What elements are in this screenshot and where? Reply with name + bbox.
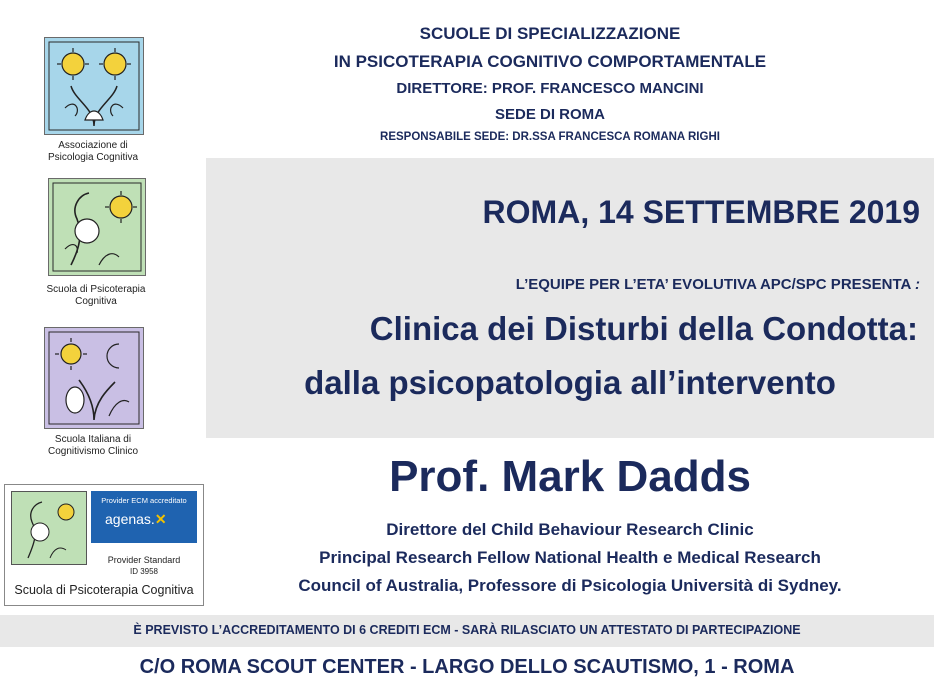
provider-id: ID 3958 xyxy=(129,567,159,576)
logo-sicc-caption-line2: Cognitivismo Clinico xyxy=(47,446,139,457)
agenas-wordmark: agenas. xyxy=(105,511,155,527)
header-responsible: RESPONSABILE SEDE: DR.SSA FRANCESCA ROMANA RIGHI xyxy=(380,131,720,143)
sun-tree-icon xyxy=(12,492,86,564)
event-title-line1: Clinica dei Disturbi della Condotta: xyxy=(369,310,918,347)
logo-sicc-caption-line1: Scuola Italiana di xyxy=(54,434,132,445)
header-director: DIRETTORE: PROF. FRANCESCO MANCINI xyxy=(396,80,704,97)
logo-spc xyxy=(48,178,146,276)
event-date: ROMA, 14 SETTEMBRE 2019 xyxy=(482,194,920,230)
agenas-logo-text xyxy=(105,511,167,528)
sun-tree-icon xyxy=(45,38,143,134)
logo-sicc xyxy=(44,327,144,429)
sun-tree-icon xyxy=(49,179,145,275)
header-school-subtitle: IN PSICOTERAPIA COGNITIVO COMPORTAMENTALE xyxy=(333,52,767,71)
speaker-role-1: Direttore del Child Behaviour Research Clinic xyxy=(386,520,754,539)
header-school-title: SCUOLE DI SPECIALIZZAZIONE xyxy=(419,24,681,43)
logo-apc-caption xyxy=(34,140,152,164)
venue: C/O ROMA SCOUT CENTER - LARGO DELLO SCAUTISMO, 1 - ROMA xyxy=(139,656,795,678)
logo-apc xyxy=(44,37,144,135)
logo-apc-caption-line2: Psicologia Cognitiva xyxy=(47,152,139,163)
event-presents-colon: : xyxy=(915,276,920,293)
logo-apc-caption-line1: Associazione di xyxy=(58,140,128,151)
provider-standard: Provider Standard xyxy=(107,555,181,565)
provider-label: Provider ECM accreditato xyxy=(101,496,187,505)
logo-sicc-caption xyxy=(34,434,152,458)
event-presents xyxy=(516,276,920,293)
agenas-badge xyxy=(91,491,197,543)
event-title-line2: dalla psicopatologia all’intervento xyxy=(304,364,836,401)
agenas-mark-icon: ✕ xyxy=(154,511,167,527)
speaker-role-2: Principal Research Fellow National Health e Medical Research xyxy=(319,548,821,567)
sun-moon-icon xyxy=(45,328,143,428)
ecm-notice: È PREVISTO L’ACCREDITAMENTO DI 6 CREDITI ECM - SARÀ RILASCIATO UN ATTESTATO DI PARTECIPAZIONE xyxy=(133,623,801,637)
logo-spc-caption-line1: Scuola di Psicoterapia xyxy=(46,284,146,295)
logo-spc-caption xyxy=(36,284,156,308)
accreditation-logo xyxy=(11,491,87,565)
accreditation-school-name: Scuola di Psicoterapia Cognitiva xyxy=(14,583,194,597)
header-location: SEDE DI ROMA xyxy=(494,106,605,123)
speaker-role-3: Council of Australia, Professore di Psicologia Università di Sydney. xyxy=(298,576,842,595)
accreditation-box xyxy=(4,484,204,606)
event-presents-text: L’EQUIPE PER L’ETA’ EVOLUTIVA APC/SPC PRESENTA xyxy=(515,276,911,293)
speaker-name: Prof. Mark Dadds xyxy=(389,452,751,501)
logo-spc-caption-line2: Cognitiva xyxy=(75,296,117,307)
